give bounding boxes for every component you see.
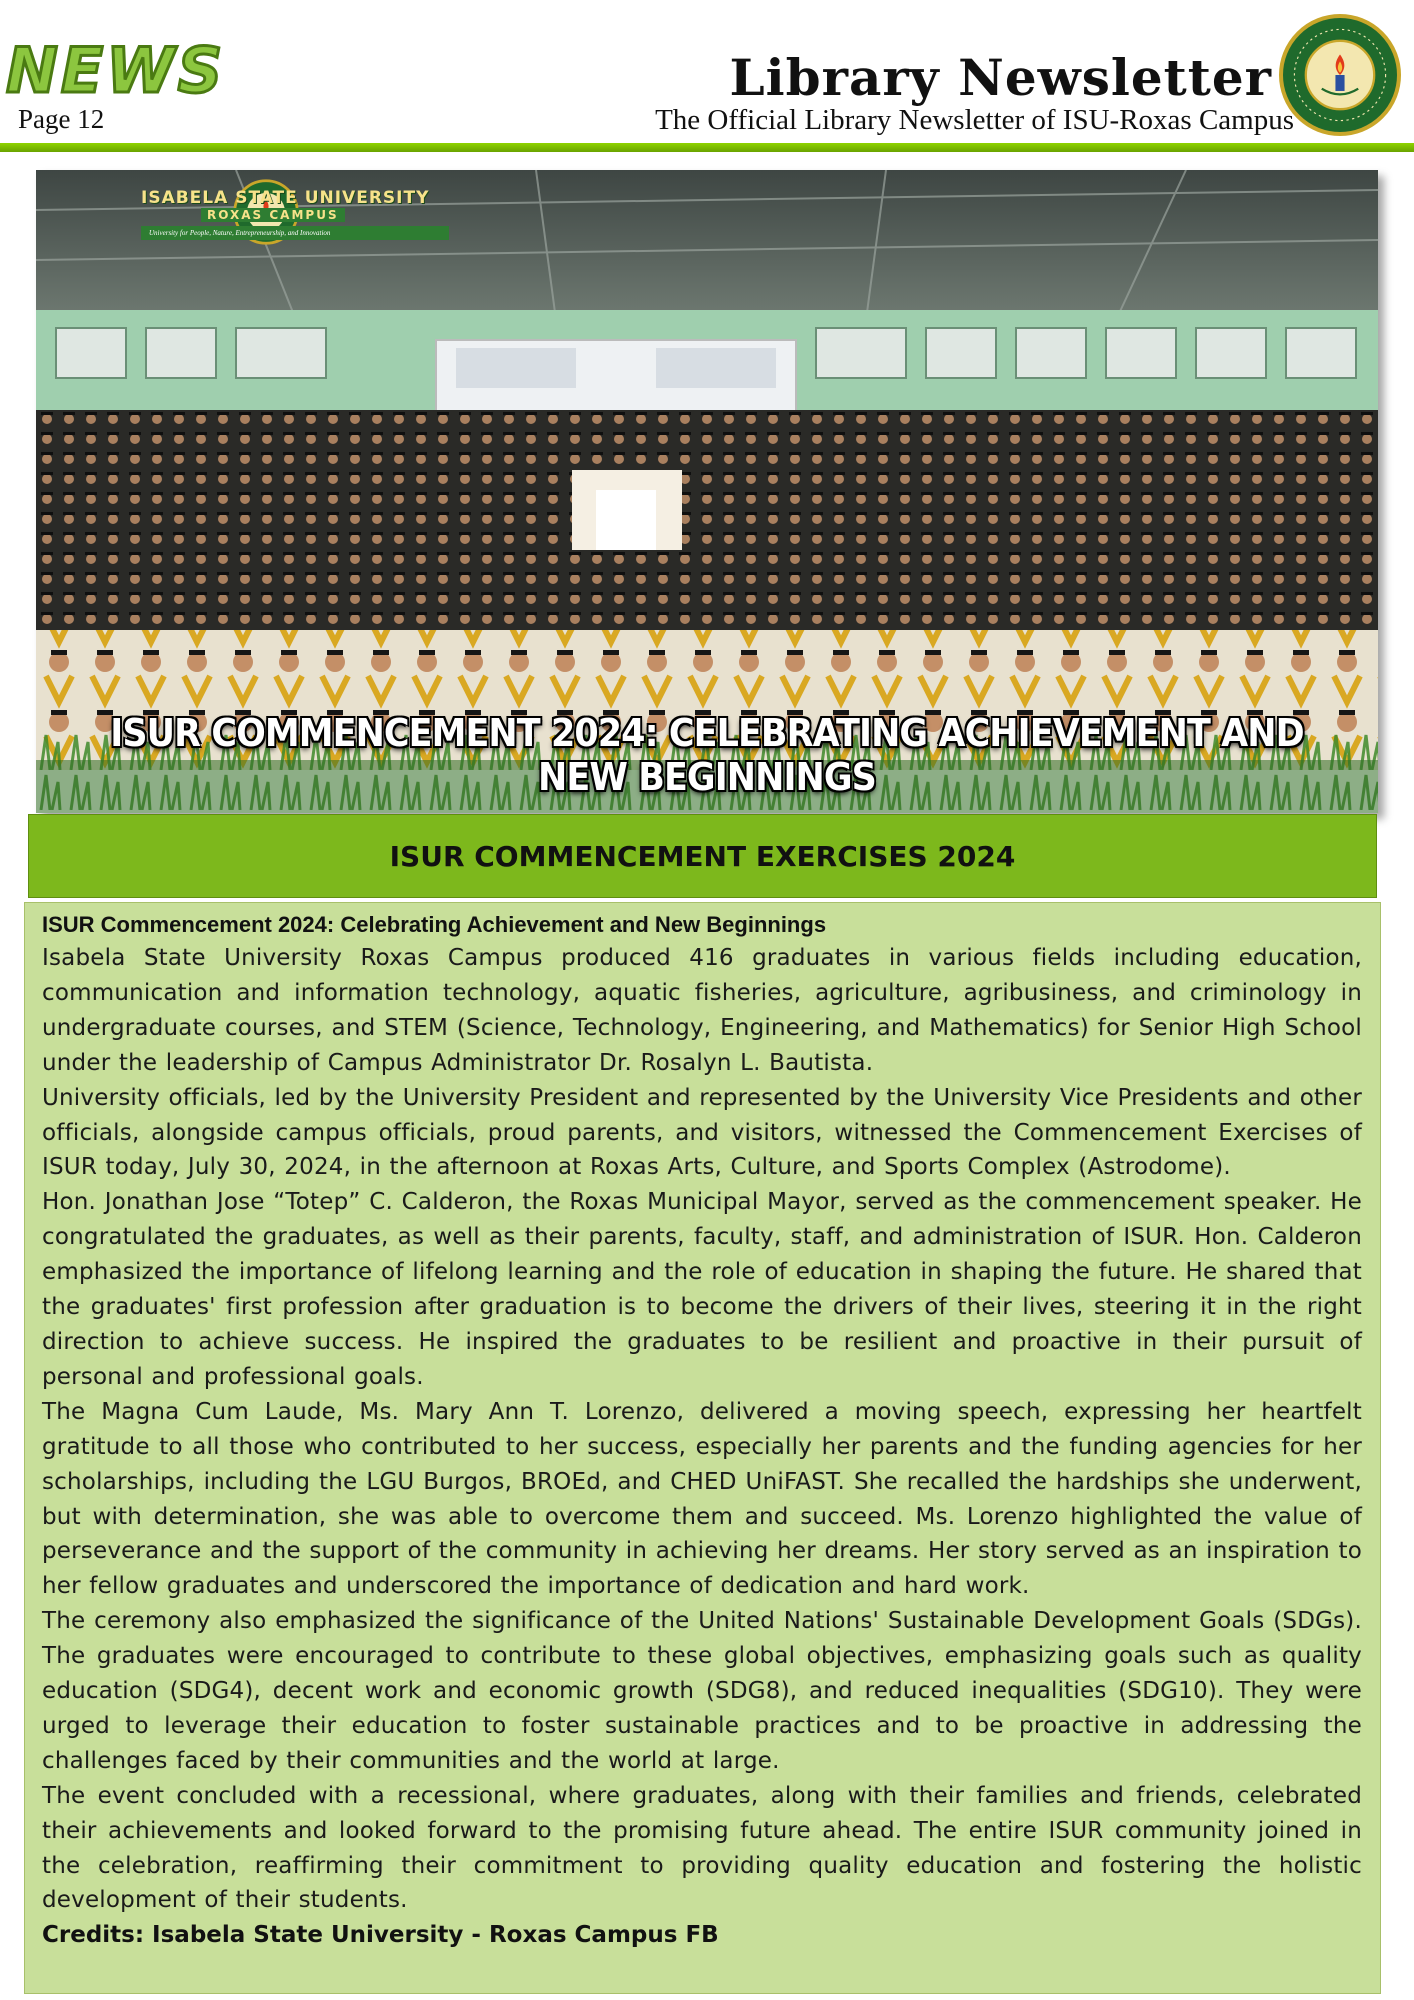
article-panel [24, 902, 1381, 1994]
article-paragraph: The event concluded with a recessional, where graduates, along with their families and friends, celebrated their achievements and looked forward to the promising future ahead. The entire ISUR community joined in the celebration, reaffirming their commitment to providing quality education and fostering the holistic development of their students. [42, 1782, 1362, 1914]
article-heading-rest: : Celebrating Achievement and New Beginnings [326, 912, 827, 937]
newsletter-subtitle: The Official Library Newsletter of ISU-Roxas Campus [655, 104, 1294, 136]
article-heading-lead: ISUR Commencement 2024 [42, 912, 327, 937]
article-paragraph: The ceremony also emphasized the significance of the United Nations' Sustainable Development Goals (SDGs). The graduates were encouraged to contribute to these global objectives, emphasizing goals such as quality education (SDG4), decent work and economic growth (SDG8), and reduced inequalities (SDG10). They were urged to leverage their education to foster sustainable practices and to be proactive in addressing the challenges faced by their communities and the world at large. [42, 1608, 1362, 1774]
article-paragraph: Hon. Jonathan Jose “Totep” C. Calderon, the Roxas Municipal Mayor, served as the commencement speaker. He congratulated the graduates, as well as their parents, faculty, staff, and administration of ISUR. Hon. Calderon emphasized the importance of lifelong learning and the role of education in shaping the future. He shared that the graduates' first profession after graduation is to become the drivers of their lives, steering it in the right direction to achieve success. He inspired the graduates to be resilient and proactive in their pursuit of personal and professional goals. [42, 1189, 1362, 1390]
news-logo: NEWS [6, 34, 226, 107]
article-credits: Credits: Isabela State University - Roxas Campus FB [42, 1922, 719, 1949]
section-header-bar [28, 814, 1377, 898]
page-number: Page 12 [18, 104, 105, 134]
commencement-photo [36, 170, 1378, 813]
university-seal-icon [1279, 14, 1401, 136]
badge-campus-name: ROXAS CAMPUS [201, 208, 345, 222]
isu-badge [66, 178, 466, 246]
article-heading [42, 909, 1362, 941]
article-paragraph: University officials, led by the University President and represented by the University Vice Presidents and other officials, alongside campus officials, proud parents, and visitors, witnessed the Commencement Exercises of ISUR today, July 30, 2024, in the afternoon at Roxas Arts, Culture, and Sports Complex (Astrodome). [42, 1084, 1362, 1181]
badge-university-name: ISABELA STATE UNIVERSITY [141, 188, 430, 208]
newsletter-title: Library Newsletter [729, 48, 1272, 107]
header-divider [0, 143, 1414, 152]
photo-caption: ISUR COMMENCEMENT 2024: CELEBRATING ACHIEVEMENT AND NEW BEGINNINGS [110, 711, 1304, 799]
article-paragraph: Isabela State University Roxas Campus produced 416 graduates in various fields including education, communication and information technology, aquatic fisheries, agriculture, agribusiness, and criminology in undergraduate courses, and STEM (Science, Technology, Engineering, and Mathematics) for Senior High School under the leadership of Campus Administrator Dr. Rosalyn L. Bautista. [42, 945, 1362, 1076]
section-title: ISUR COMMENCEMENT EXERCISES 2024 [389, 839, 1016, 873]
badge-tagline: University for People, Nature, Entrepreneurship, and Innovation [141, 226, 449, 240]
article-paragraph: The Magna Cum Laude, Ms. Mary Ann T. Lorenzo, delivered a moving speech, expressing her heartfelt gratitude to all those who contributed to her success, especially her parents and the funding agencies for her scholarships, including the LGU Burgos, BROEd, and CHED UniFAST. She recalled the hardships she underwent, but with determination, she was able to overcome them and succeed. Ms. Lorenzo highlighted the value of perseverance and the support of the community in achieving her dreams. Her story served as an inspiration to her fellow graduates and underscored the importance of dedication and hard work. [42, 1398, 1362, 1600]
